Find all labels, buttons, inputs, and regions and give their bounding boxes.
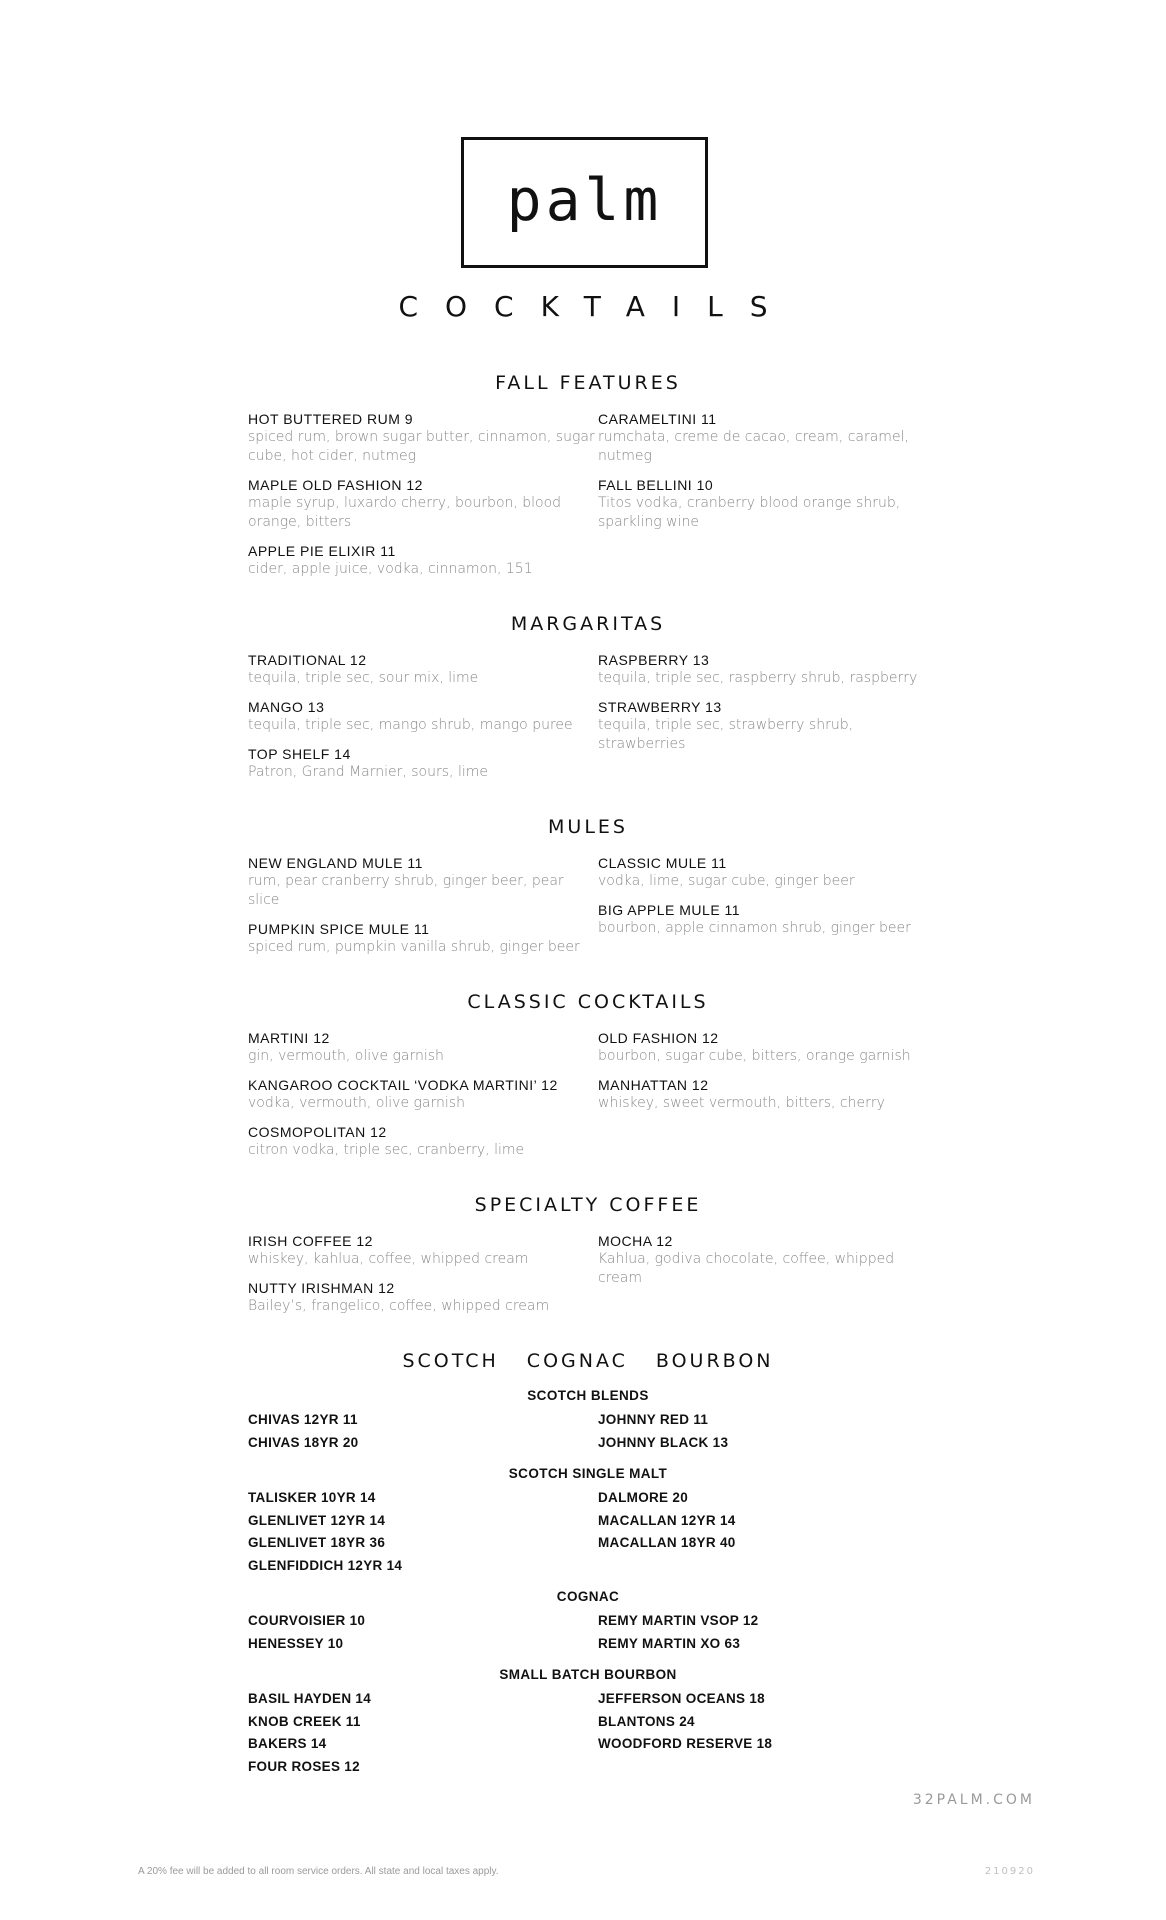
item-description: tequila, triple sec, strawberry shrub, strawberries [598, 717, 854, 752]
spirit-item: BASIL HAYDEN 14 [248, 1691, 372, 1706]
menu-item [248, 476, 598, 532]
left-column [248, 651, 598, 792]
section-title: MULES [548, 816, 628, 838]
right-column [598, 854, 928, 967]
section-classic-cocktails [248, 991, 928, 1170]
section-fall-features [248, 372, 928, 589]
item-description: whiskey, kahlua, coffee, whipped cream [248, 1251, 529, 1267]
item-description: tequila, triple sec, raspberry shrub, raspberry [598, 670, 918, 686]
menu-item [248, 542, 598, 579]
spirit-item: HENESSEY 10 [248, 1635, 344, 1651]
menu-item [248, 651, 598, 688]
item-description: cider, apple juice, vodka, cinnamon, 151 [248, 561, 533, 577]
menu-item [598, 854, 928, 891]
menu-item [248, 1232, 598, 1269]
spirit-item: JOHNNY BLACK 13 [598, 1434, 729, 1450]
spirit-item: MACALLAN 18YR 40 [598, 1535, 736, 1550]
item-name: IRISH COFFEE 12 [248, 1233, 373, 1249]
right-column [598, 1409, 928, 1454]
section-specialty-coffee [248, 1194, 928, 1326]
section-title: SPECIALTY COFFEE [474, 1194, 702, 1216]
item-name: OLD FASHION 12 [598, 1030, 719, 1046]
left-column [248, 1487, 598, 1577]
spirit-item: WOODFORD RESERVE 18 [598, 1736, 773, 1751]
item-description: vodka, vermouth, olive garnish [248, 1095, 465, 1111]
item-name: MOCHA 12 [598, 1233, 673, 1249]
brand-logo: palm [506, 165, 663, 234]
section-margaritas [248, 613, 928, 792]
menu-item [598, 901, 928, 938]
spirit-item: BLANTONS 24 [598, 1713, 695, 1729]
menu-item [598, 1029, 928, 1066]
item-description: spiced rum, pumpkin vanilla shrub, ginger beer [248, 939, 580, 955]
spirit-item: REMY MARTIN XO 63 [598, 1635, 741, 1651]
spirit-item: CHIVAS 12YR 11 [248, 1412, 358, 1427]
section-mules [248, 816, 928, 967]
item-description: maple syrup, luxardo cherry, bourbon, blood orange, bitters [248, 495, 562, 530]
cognac [248, 1589, 928, 1655]
logo-box [461, 137, 708, 268]
section-title [248, 1350, 928, 1372]
left-column [248, 1029, 598, 1170]
item-name: STRAWBERRY 13 [598, 699, 722, 715]
spirit-item: GLENLIVET 12YR 14 [248, 1512, 386, 1528]
title-word-scotch: SCOTCH [402, 1350, 499, 1372]
menu-item [248, 1123, 598, 1160]
menu-item [248, 1076, 598, 1113]
menu-item [248, 410, 598, 466]
menu-item [248, 1029, 598, 1066]
section-title: FALL FEATURES [495, 372, 681, 394]
right-column [598, 1029, 928, 1170]
item-description: gin, vermouth, olive garnish [248, 1048, 444, 1064]
spirit-item: FOUR ROSES 12 [248, 1758, 360, 1774]
spirit-item: KNOB CREEK 11 [248, 1713, 361, 1729]
spirit-item: TALISKER 10YR 14 [248, 1490, 376, 1505]
item-description: Kahlua, godiva chocolate, coffee, whipped cream [598, 1251, 895, 1286]
item-name: MAPLE OLD FASHION 12 [248, 477, 423, 493]
section-title: CLASSIC COCKTAILS [467, 991, 709, 1013]
right-column [598, 1610, 928, 1655]
left-column [248, 410, 598, 589]
item-description: tequila, triple sec, sour mix, lime [248, 670, 479, 686]
menu-item [598, 698, 928, 754]
website-link[interactable]: 32PALM.COM [912, 1792, 1035, 1808]
item-name: TOP SHELF 14 [248, 746, 351, 762]
menu-item [248, 920, 598, 957]
subsection-title: COGNAC [556, 1589, 620, 1604]
spirit-item: GLENFIDDICH 12YR 14 [248, 1557, 403, 1573]
subsection-title: SCOTCH BLENDS [527, 1388, 649, 1403]
section-spirits [248, 1350, 928, 1778]
spirit-item: CHIVAS 18YR 20 [248, 1434, 359, 1450]
item-name: NUTTY IRISHMAN 12 [248, 1280, 395, 1296]
title-word-bourbon: BOURBON [655, 1350, 774, 1372]
item-description: citron vodka, triple sec, cranberry, lime [248, 1142, 525, 1158]
menu-item [598, 476, 928, 532]
left-column [248, 1409, 598, 1454]
right-column [598, 1487, 928, 1577]
item-name: MANGO 13 [248, 699, 325, 715]
item-description: Patron, Grand Marnier, sours, lime [248, 764, 488, 780]
right-column [598, 1688, 928, 1778]
item-name: HOT BUTTERED RUM 9 [248, 411, 414, 427]
item-name: TRADITIONAL 12 [248, 652, 367, 668]
spirit-item: JEFFERSON OCEANS 18 [598, 1691, 765, 1706]
left-column [248, 1610, 598, 1655]
spirit-item: DALMORE 20 [598, 1490, 689, 1505]
item-description: tequila, triple sec, mango shrub, mango puree [248, 717, 573, 733]
right-column [598, 410, 928, 589]
subsection-title: SCOTCH SINGLE MALT [508, 1466, 668, 1481]
item-name: APPLE PIE ELIXIR 11 [248, 543, 396, 559]
menu-item [248, 745, 598, 782]
item-description: rum, pear cranberry shrub, ginger beer, pear slice [248, 873, 564, 908]
item-name: COSMOPOLITAN 12 [248, 1124, 387, 1140]
item-name: CARAMELTINI 11 [598, 411, 717, 427]
title-word-cognac: COGNAC [526, 1350, 628, 1372]
spirit-item: BAKERS 14 [248, 1736, 327, 1751]
item-name: CLASSIC MULE 11 [598, 855, 727, 871]
item-name: KANGAROO COCKTAIL ‘VODKA MARTINI’ 12 [248, 1077, 558, 1093]
small-batch-bourbon [248, 1667, 928, 1778]
spirit-item: REMY MARTIN VSOP 12 [598, 1613, 759, 1628]
item-description: rumchata, creme de cacao, cream, caramel, nutmeg [598, 429, 909, 464]
section-title: MARGARITAS [510, 613, 666, 635]
spirit-item: JOHNNY RED 11 [598, 1412, 709, 1427]
item-name: FALL BELLINI 10 [598, 477, 714, 493]
item-description: Bailey’s, frangelico, coffee, whipped cream [248, 1298, 550, 1314]
spirit-item: MACALLAN 12YR 14 [598, 1512, 736, 1528]
document-code: 210920 [984, 1866, 1035, 1877]
right-column [598, 1232, 928, 1326]
item-description: Titos vodka, cranberry blood orange shrub, sparkling wine [598, 495, 901, 530]
menu-item [248, 698, 598, 735]
menu-item [248, 854, 598, 910]
page-title: COCKTAILS [398, 290, 795, 323]
left-column [248, 1688, 598, 1778]
menu-item [598, 410, 928, 466]
item-name: NEW ENGLAND MULE 11 [248, 855, 423, 871]
right-column [598, 651, 928, 792]
item-name: RASPBERRY 13 [598, 652, 710, 668]
spirit-item: GLENLIVET 18YR 36 [248, 1535, 386, 1550]
item-description: bourbon, apple cinnamon shrub, ginger beer [598, 920, 911, 936]
item-name: MARTINI 12 [248, 1030, 330, 1046]
disclaimer: A 20% fee will be added to all room service orders. All state and local taxes apply. [138, 1866, 499, 1877]
menu [248, 372, 928, 1802]
menu-item [598, 651, 928, 688]
menu-item [598, 1232, 928, 1288]
left-column [248, 854, 598, 967]
subsection-title: SMALL BATCH BOURBON [499, 1667, 677, 1682]
spirit-item: COURVOISIER 10 [248, 1613, 366, 1628]
item-name: MANHATTAN 12 [598, 1077, 709, 1093]
item-name: BIG APPLE MULE 11 [598, 902, 741, 918]
item-description: spiced rum, brown sugar butter, cinnamon, sugar cube, hot cider, nutmeg [248, 429, 595, 464]
menu-item [598, 1076, 928, 1113]
item-name: PUMPKIN SPICE MULE 11 [248, 921, 430, 937]
item-description: vodka, lime, sugar cube, ginger beer [598, 873, 855, 889]
menu-item [248, 1279, 598, 1316]
left-column [248, 1232, 598, 1326]
scotch-single-malt [248, 1466, 928, 1577]
scotch-blends [248, 1388, 928, 1454]
item-description: bourbon, sugar cube, bitters, orange garnish [598, 1048, 911, 1064]
item-description: whiskey, sweet vermouth, bitters, cherry [598, 1095, 885, 1111]
